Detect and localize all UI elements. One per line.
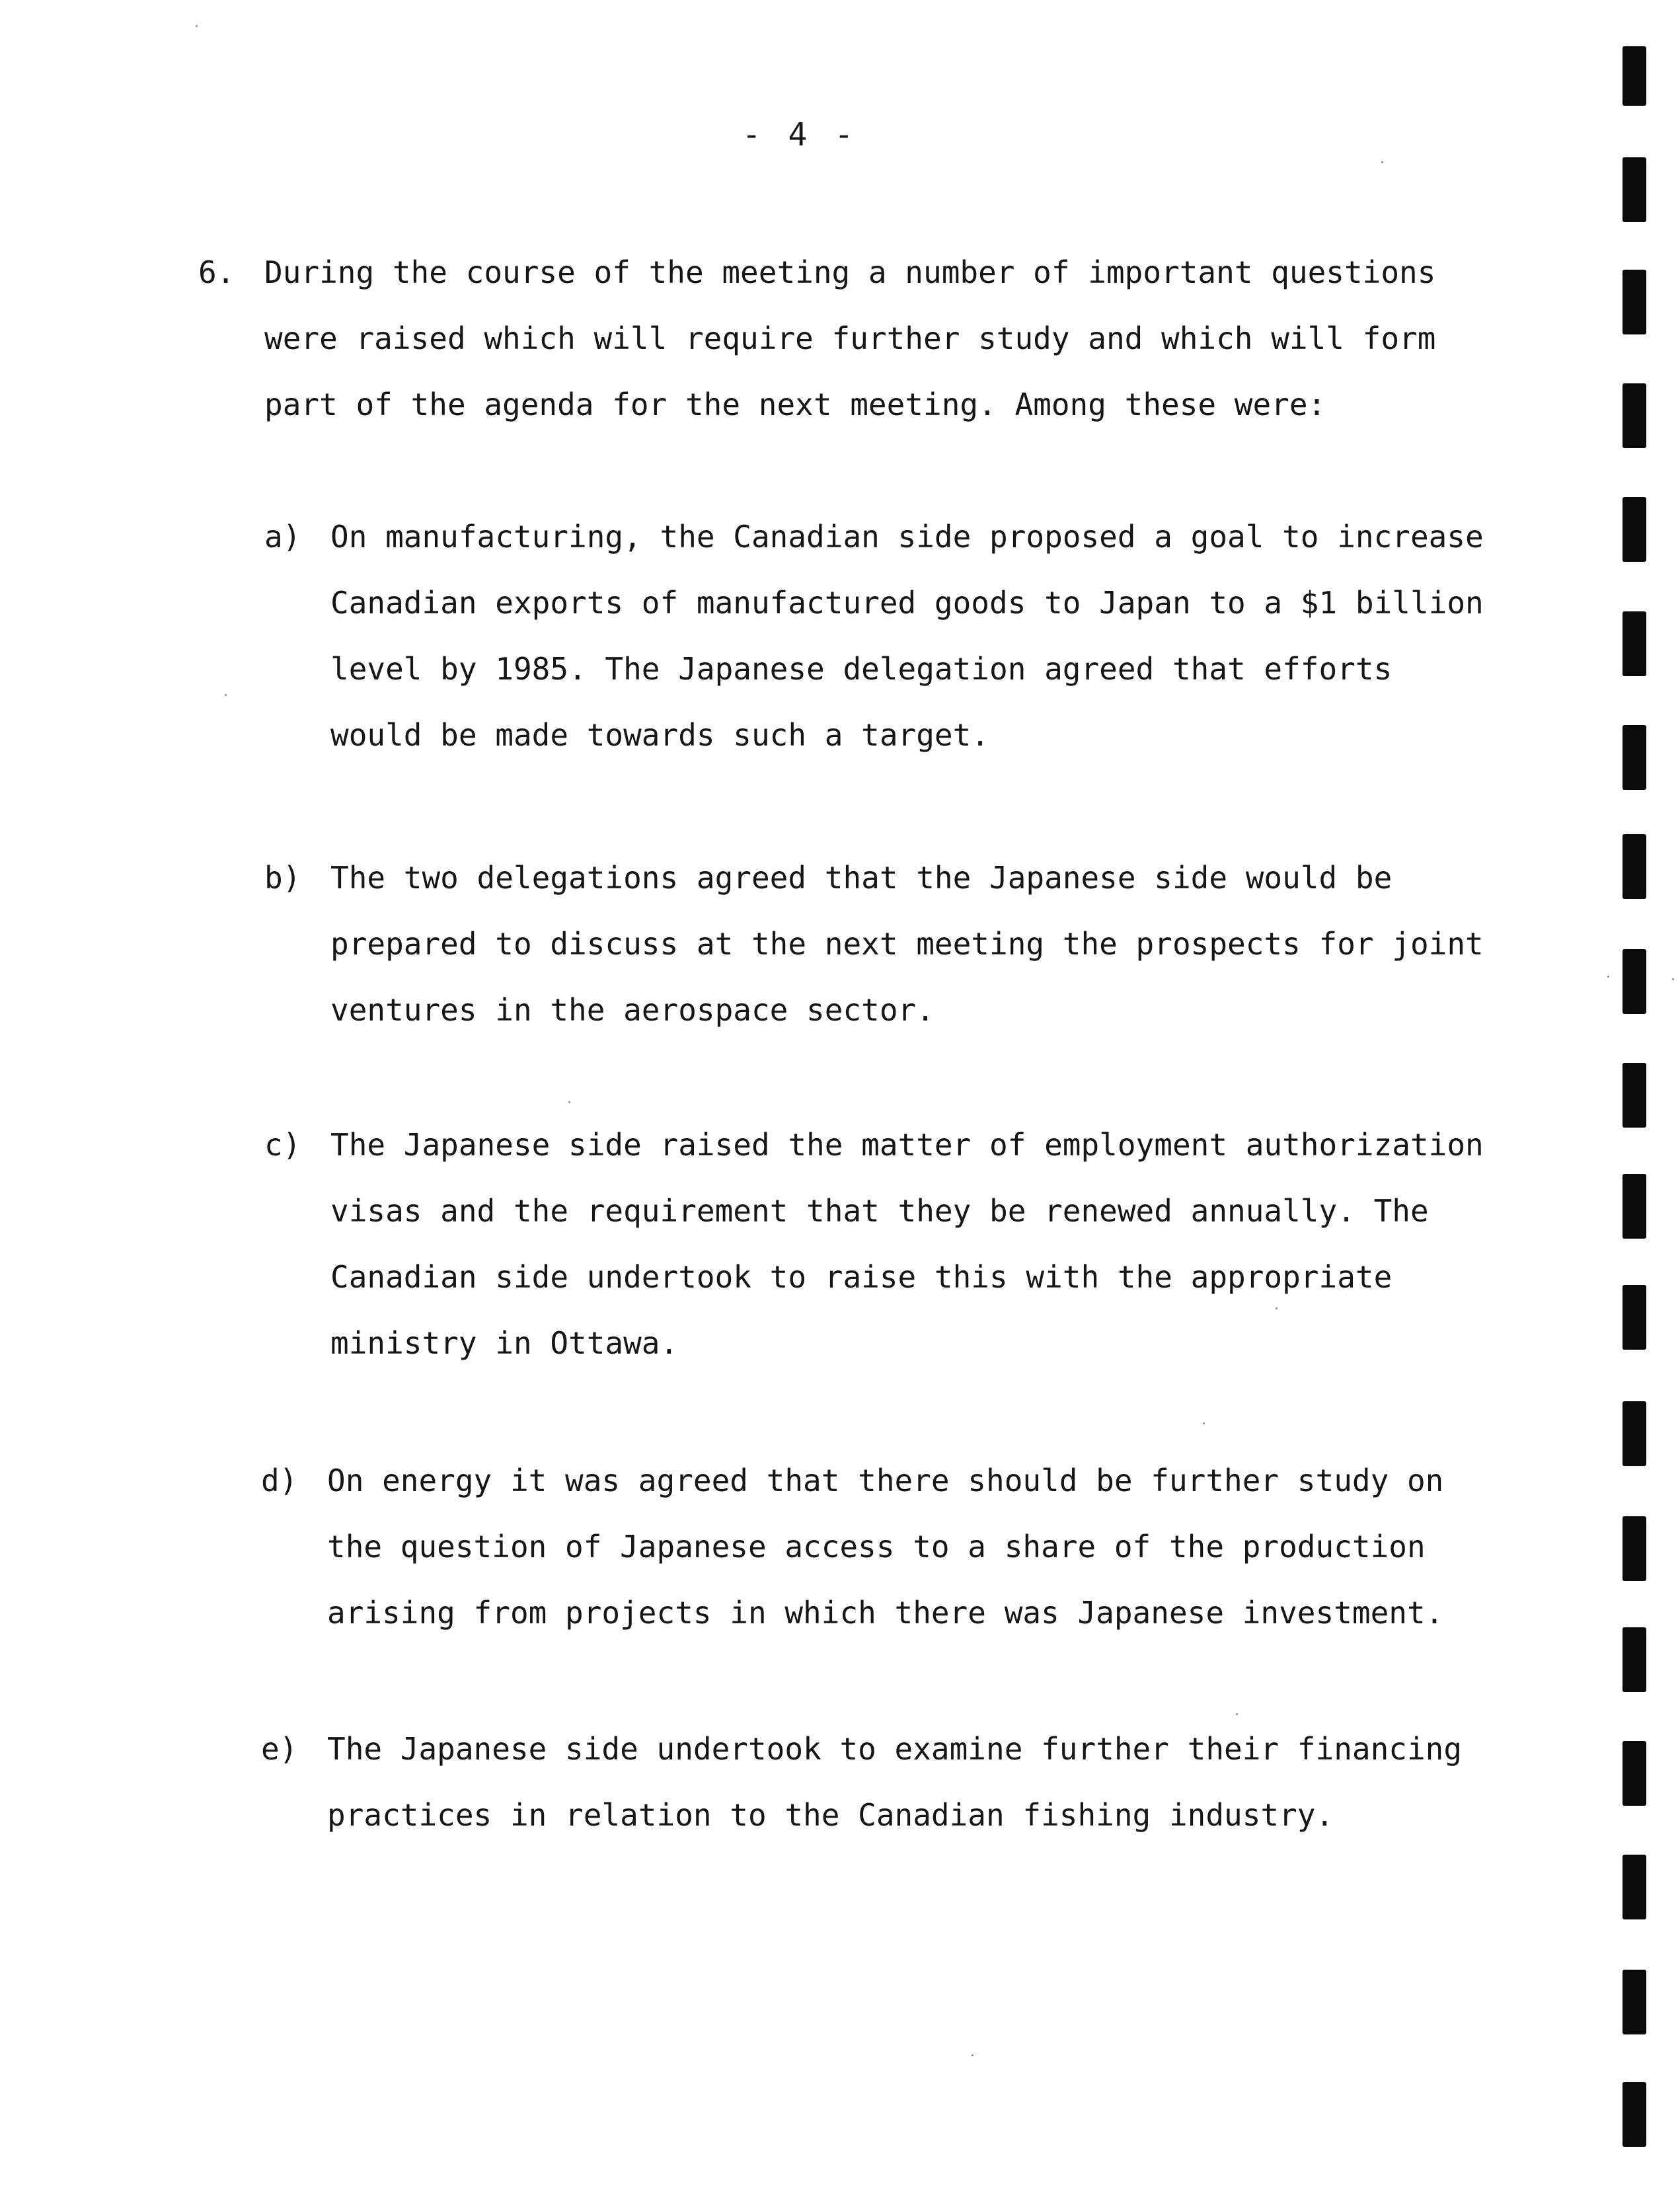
binding-mark (1623, 1285, 1646, 1350)
binding-mark (1623, 1627, 1646, 1692)
paragraph-line: During the course of the meeting a number of important questions (264, 254, 1436, 290)
scan-speck (1607, 976, 1609, 978)
item-letter: e) (261, 1731, 298, 1767)
item-line: Canadian side undertook to raise this with the appropriate (330, 1259, 1393, 1295)
binding-mark (1623, 46, 1646, 106)
paragraph-line: were raised which will require further study and which will form (264, 321, 1436, 356)
item-letter: c) (264, 1127, 301, 1163)
binding-mark (1623, 949, 1646, 1014)
item-d (261, 1448, 1444, 1646)
scan-speck (568, 1101, 570, 1103)
scan-speck (1236, 1713, 1238, 1715)
binding-mark (1623, 1516, 1646, 1581)
item-e (261, 1716, 1463, 1848)
item-letter: b) (264, 860, 301, 896)
paragraph-line: part of the agenda for the next meeting. Among these were: (264, 387, 1326, 422)
binding-mark (1623, 1741, 1646, 1806)
item-line: level by 1985. The Japanese delegation agreed that efforts (330, 651, 1393, 687)
binding-mark (1623, 834, 1646, 899)
binding-mark (1623, 157, 1646, 222)
item-line: visas and the requirement that they be renewed annually. The (330, 1193, 1429, 1229)
scan-speck (225, 694, 227, 696)
item-line: the question of Japanese access to a share of the production (327, 1529, 1426, 1565)
item-line: The Japanese side raised the matter of employment authorization (330, 1127, 1484, 1163)
item-letter: a) (264, 519, 301, 555)
scan-speck (972, 2054, 974, 2056)
binding-mark (1623, 383, 1646, 448)
scan-speck (1203, 1422, 1205, 1424)
item-line: prepared to discuss at the next meeting the prospects for joint (330, 926, 1484, 962)
item-line: practices in relation to the Canadian fishing industry. (327, 1797, 1334, 1833)
scan-speck (1276, 1307, 1278, 1309)
binding-mark (1623, 1970, 1646, 2034)
binding-mark (1623, 1063, 1646, 1128)
item-line: The two delegations agreed that the Japanese side would be (330, 860, 1393, 896)
item-line: The Japanese side undertook to examine further their financing (327, 1731, 1463, 1767)
item-line: ministry in Ottawa. (330, 1325, 679, 1361)
item-line: arising from projects in which there was Japanese investment. (327, 1595, 1444, 1631)
scan-speck (1672, 978, 1674, 980)
scan-speck (196, 25, 198, 27)
item-b (264, 845, 1484, 1043)
item-line: Canadian exports of manufactured goods to Japan to a $1 billion (330, 585, 1484, 621)
binding-mark (1623, 611, 1646, 676)
binding-mark (1623, 2082, 1646, 2147)
item-c (264, 1112, 1484, 1376)
item-line: would be made towards such a target. (330, 717, 989, 753)
item-line: On manufacturing, the Canadian side proposed a goal to increase (330, 519, 1484, 555)
paragraph-number: 6. (198, 254, 235, 290)
item-line: On energy it was agreed that there should be further study on (327, 1463, 1444, 1498)
page-number: - 4 - (742, 116, 858, 153)
item-a (264, 504, 1484, 768)
paragraph-6 (198, 239, 1436, 438)
binding-mark (1623, 1401, 1646, 1466)
scan-speck (1381, 161, 1383, 163)
item-line: ventures in the aerospace sector. (330, 992, 935, 1028)
binding-mark (1623, 270, 1646, 334)
item-letter: d) (261, 1463, 298, 1498)
binding-mark (1623, 1855, 1646, 1919)
binding-mark (1623, 497, 1646, 562)
binding-mark (1623, 725, 1646, 790)
binding-mark (1623, 1174, 1646, 1239)
